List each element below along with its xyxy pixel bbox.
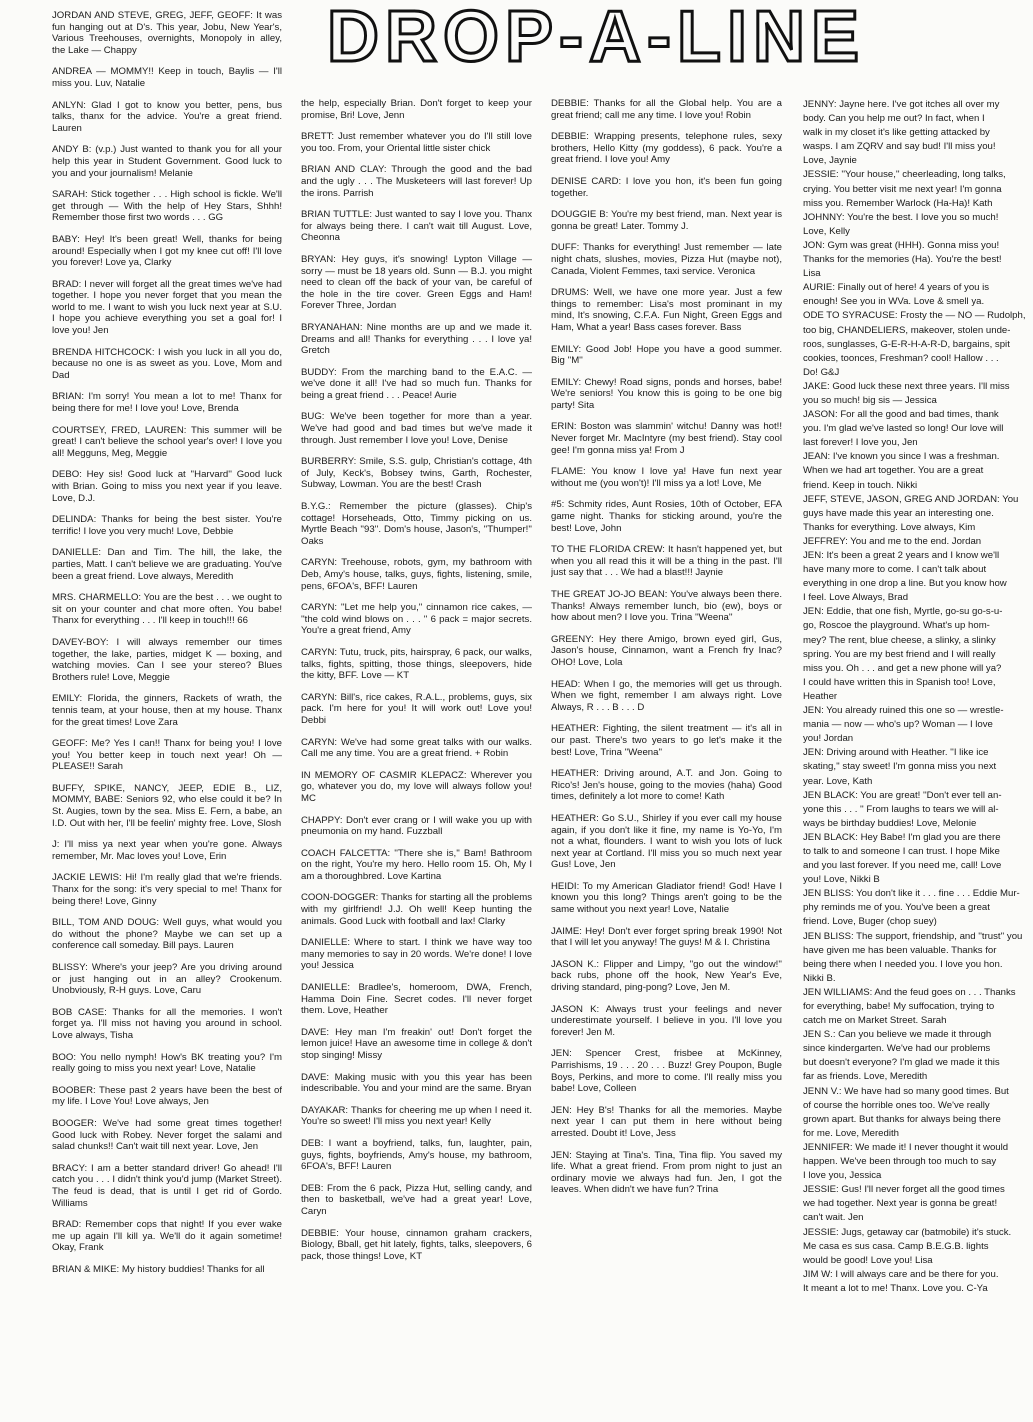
message-entry: THE GREAT JO-JO BEAN: You've always been there. Thanks! Always remember lunch, bio (ew), boys or how about men? I love you. Trina ''Weena'' [551, 589, 782, 624]
message-entry: JEN BLISS: You don't like it . . . fine . . . Eddie Mur- [803, 888, 1020, 900]
message-entry: DANIELLE: Where to start. I think we have way too many memories to say in 20 words. We're done! I love you! Jessica [301, 937, 532, 972]
message-entry: HEATHER: Driving around, A.T. and Jon. Going to Rico's! Jen's house, going to the movies (haha) Good times, definitely a lot more to come! Kath [551, 768, 782, 803]
message-entry: too big, CHANDELIERS, makeover, stolen unde- [803, 324, 1011, 336]
message-entry: JEN: Spencer Crest, frisbee at McKinney, Parrishisms, 19 . . . 20 . . . Buzz! Grey Poupon, Bugle Boys, Perkins, and more to come. I'll really miss you babe! Love, Colleen [551, 1048, 782, 1095]
message-entry: DAYAKAR: Thanks for cheering me up when I need it. You're so sweet! I'll miss you next year! Kelly [301, 1104, 532, 1128]
message-entry: EMILY: Good Job! Hope you have a good summer. Big ''M'' [551, 343, 782, 367]
message-entry: JESSIE: Jugs, getaway car (batmobile) it's stuck. [803, 1226, 1012, 1238]
message-entry: JENNIFER: We made it! I never thought it would [803, 1141, 1009, 1153]
message-entry: yone this . . . '' From laughs to tears we will al- [803, 803, 999, 815]
message-entry: CARYN: Tutu, truck, pits, hairspray, 6 pack, our walks, talks, fights, spitting, those things, sleepovers, hide the kitty, BFF. Love — KT [301, 646, 532, 682]
message-entry: B.Y.G.: Remember the picture (glasses). Chip's cottage! Horseheads, Otto, Timmy picking on us. Myrtle Beach ''93''. Dom's house, Jason's, ''Thumper!'' Oaks [301, 501, 532, 547]
message-entry: guys have made this year an interesting one. [803, 507, 994, 519]
message-entry: ANDY B: (v.p.) Just wanted to thank you for all your help this year in Student Government. Good luck to you and your journalism! Melanie [52, 144, 282, 179]
message-entry: BILL, TOM AND DOUG: Well guys, what would you do without the phone? Maybe we can set up a conference call someday. Bill pays. Lauren [52, 917, 282, 952]
message-entry: Thanks for the memories (Ha). You're the best! [803, 254, 1002, 266]
message-entry: BRAD: I never will forget all the great times we've had together. I hope you never forget that you mean the world to me. I want to wish you luck next year at S.U. I hope you achieve everything you set a goal for! I love you! Jen [52, 278, 282, 337]
message-entry: being there when I needed you. I love you hon. [803, 958, 1003, 970]
message-entry: EMILY: Florida, the ginners, Rackets of wrath, the tennis team, at your house, then at my house. Thanx for the great times! Love Zara [52, 693, 282, 728]
message-entry: COON-DOGGER: Thanks for starting all the problems with my girlfriend! J.J. Oh well! Keep hunting the animals. Good Luck with football and lax! Clarky [301, 892, 532, 927]
message-entry: BRIAN TUTTLE: Just wanted to say I love you. Thanx for always being there. I can't wait till August. Love, Cheonna [301, 209, 532, 244]
message-entry: BRETT: Just remember whatever you do I'll still love you too. From, your Oriental little sister chick [301, 131, 532, 154]
message-entry: EMILY: Chewy! Road signs, ponds and horses, babe! We're seniors! You know this is going to be one big party! Sita [551, 376, 782, 411]
message-entry: friend. Love, Buger (chop suey) [803, 916, 937, 928]
message-entry: JASON: For all the good and bad times, thank [803, 409, 999, 421]
message-entry: you! Love, Nikki B [803, 874, 880, 886]
message-entry: FLAME: You know I love ya! Have fun next year without me (you won't)! I'll miss ya a lot! Love, Me [551, 466, 782, 489]
message-entry: Love, Jaynie [803, 155, 857, 167]
message-entry: body. Can you help me out? In fact, when I [803, 113, 985, 125]
message-entry: CARYN: Bill's, rice cakes, R.A.L., problems, guys, six pack. I'm here for you! It will work out! Love you! Debbi [301, 691, 532, 726]
message-entry: for everything, babe! My suffocation, trying to [803, 1001, 995, 1012]
message-entry: I could have written this in Spanish too! Love, [803, 676, 996, 688]
message-entry: JEN: Driving around with Heather. ''I like ice [803, 747, 989, 759]
message-entry: GEOFF: Me? Yes I can!! Thanx for being you! I love you! You better keep in touch next year! Oh — PLEASE!! Sarah [52, 738, 282, 773]
message-entry: BUDDY: From the marching band to the E.A.C. — we've done it all! I've had so much fun. Thanks for being a great friend . . . Peace! Aurie [301, 366, 532, 401]
message-entry: DAVE: Making music with you this year has been indescribable. You and your mind are the same. Bryan [301, 1071, 532, 1095]
message-entry: DELINDA: Thanks for being the best sister. You're terrific! I love you very much! Love, Debbie [52, 514, 282, 537]
message-entry: JEN: Staying at Tina's. Tina, Tina flip. You saved my life. What a great friend. From prom night to just an ordinary movie we always had fun. Jen, I got the leaves. When didn't we have fun? Trina [551, 1149, 782, 1196]
message-entry: BRIAN & MIKE: My history buddies! Thanks for all [52, 1263, 265, 1275]
message-entry: spring. You are my best friend and I will really [803, 648, 996, 660]
message-entry: walk in my closet it's like getting attacked by [803, 127, 990, 139]
message-entry: BRAD: Remember cops that night! If you ever wake me up again I'll kill ya. We'll do it again sometime! Okay, Frank [52, 1219, 282, 1254]
message-entry: DEBBIE: Thanks for all the Global help. You are a great friend; call me any time. I love you! Robin [551, 98, 782, 121]
message-entry: mey? The rent, blue cheese, a slinky, a slinky [803, 634, 996, 646]
message-entry: would be good! Love you! Lisa [803, 1254, 933, 1266]
message-entry: but doesn't everyone? I'm glad we made it this [803, 1057, 1000, 1069]
message-entry: JEN: Hey B's! Thanks for all the memories. Maybe next year I can put them in here without being arrested. Doubt it! Love, Jess [551, 1104, 782, 1139]
message-entry: crying. You better visit me next year! I'm gonna [803, 183, 1002, 195]
message-entry: ways be birthday buddies! Love, Melonie [803, 817, 977, 829]
message-entry: JEN BLACK: You are great! ''Don't ever tell an- [803, 789, 1002, 801]
message-entry: BRIAN AND CLAY: Through the good and the bad and the ugly . . . The Musketeers will last forever! Up the irons. Parrish [301, 164, 532, 199]
message-entry: ANLYN: Glad I got to know you better, pens, bus talks, thanx for the advice. You're a great friend. Lauren [52, 99, 282, 134]
message-entry: far as friends. Love, Meredith [803, 1071, 928, 1083]
message-entry: HEATHER: Go S.U., Shirley if you ever call my house again, if you don't like it fine, my name is Yo-Yo, I'm not a what, flounders. I want to wish you lots of luck next year at Cortland. I'll miss you so much next year Gus! Love, Jen [551, 812, 782, 871]
message-entry: can't wait. Jen [803, 1212, 864, 1224]
message-entry: have many more to come. I can't talk about [803, 564, 987, 576]
message-entry: BUFFY, SPIKE, NANCY, JEEP, EDIE B., LIZ, MOMMY, BABE: Seniors 92, who else could it be? In St. Augies, town by the sea. Miss E. Fern, a babe, an I.D. Out with her, I'll be feelin' mighty free. Love, Slosh [52, 782, 282, 829]
message-entry: for me. Love, Meredith [803, 1127, 899, 1139]
message-entry: BOO: You nello nymph! How's BK treating you? I'm really going to miss you next year! Love, Natalie [52, 1051, 282, 1075]
message-entry: since kindergarten. We've had our problems [803, 1043, 991, 1055]
message-entry: Thanks for everything. Love always, Kim [803, 521, 976, 533]
message-entry: ODE TO SYRACUSE: Frosty the — NO — Rudolph, [803, 310, 1026, 322]
message-entry: BRIAN: I'm sorry! You mean a lot to me! Thanx for being there for me! I love you! Love, Brenda [52, 391, 282, 415]
message-entry: DEB: I want a boyfriend, talks, fun, laughter, pain, guys, fights, boyfriends, Amy's house, my bathroom, 6FOA's, BFF! Lauren [301, 1137, 532, 1173]
message-entry: DAVE: Hey man I'm freakin' out! Don't forget the lemon juice! Have an awesome time in college & don't stop singing! Missy [301, 1026, 532, 1061]
message-entry: DRUMS: Well, we have one more year. Just a few things to remember: Lisa's most prominant in my mind, It's snowing, C.F.A. Fun Night, Green Eggs and Ham, What a year! Bass cases forever. Bass [551, 287, 782, 333]
message-entry: SARAH: Stick together . . . High school is fickle. We'll get through — With the help of Hey Stars, Shhh! Remember those first two words . . . GG [52, 189, 282, 224]
message-entry: year. Love, Kath [803, 775, 873, 787]
message-entry: cookies, toonces, Freshman? cool! Hallow . . . [803, 352, 999, 364]
message-entry: JAIME: Hey! Don't ever forget spring break 1990! Not that I will let you anyway! The guys! M & I. Christina [551, 925, 782, 949]
message-entry: DEBBIE: Wrapping presents, telephone rules, sexy brothers, Hello Kitty (my goddess), 6 pack. You're a great friend. I love you! Amy [551, 131, 782, 166]
message-entry: JEN BLISS: The support, friendship, and ''trust'' you [803, 930, 1023, 942]
message-entry: JAKE: Good luck these next three years. I'll miss [803, 380, 1010, 392]
message-entry: JESSIE: Gus! I'll never forget all the good times [803, 1184, 1005, 1196]
message-entry: BOOGER: We've had some great times together! Good luck with Robey. Never forget the salami and salad chunks!! Can't wait till next year. Love, Jen [52, 1117, 282, 1153]
message-entry: Me casa es sus casa. Camp B.E.G.B. lights [803, 1240, 989, 1252]
message-entry: catch me on Market Street. Sarah [803, 1015, 947, 1027]
message-entry: JACKIE LEWIS: Hi! I'm really glad that we're friends. Thanx for the song: it's very special to me! Thanx for being there! Love, Ginny [52, 872, 282, 907]
message-entry: have given me has been valuable. Thanks for [803, 944, 997, 956]
message-entry: DANIELLE: Dan and Tim. The hill, the lake, the parties, Matt. I can't believe we are graduating. You've been a great friend. Love always, Meredith [52, 547, 282, 582]
message-entry: BURBERRY: Smile, S.S. gulp, Christian's cottage, 4th of July, Keck's, Bobsey twins, Garth, Rochester, Subway, Lowman. You are the best! Crash [301, 456, 532, 491]
message-entry: enough! See you in WVa. Love & smell ya. [803, 296, 985, 308]
message-entry: MRS. CHARMELLO: You are the best . . . we ought to sit on your counter and chat more often. You babe! Thanx for everything . . . I'll keep in touch!!! 66 [52, 592, 282, 627]
message-entry: JOHNNY: You're the best. I love you so much! [803, 211, 999, 223]
message-entry: Do! G&J [803, 366, 840, 378]
message-entry: CARYN: We've had some great talks with our walks. Call me any time. You are a great friend. + Robin [301, 736, 532, 760]
column-4 [803, 98, 1033, 1418]
message-entry: CHAPPY: Don't ever crang or I will wake you up with pneumonia on my hand. Fuzzball [301, 814, 532, 838]
message-entry: Lisa [803, 268, 821, 280]
page-title: DROP-A-LINE [327, 6, 865, 68]
message-entry: BRACY: I am a better standard driver! Go ahead! I'll catch you . . . I didn't think you'd jump (Market Street). The feud is dead, that is until I get rid of Gordo. Williams [52, 1162, 282, 1209]
message-entry: CARYN: ''Let me help you,'' cinnamon rice cakes, — ''the cold wind blows on . . . '' 6 pack = major secrets. You're a great friend, Amy [301, 602, 532, 637]
message-entry: skating,'' stay sweet! I'm gonna miss you next [803, 761, 997, 773]
message-entry: AURIE: Finally out of here! 4 years of you is [803, 282, 990, 294]
message-entry: JEN BLACK: Hey Babe! I'm glad you are there [803, 831, 1001, 843]
message-entry: Love, Kelly [803, 225, 850, 237]
message-entry: last forever! I love you, Jen [803, 437, 918, 449]
message-entry: go, Roscoe the playground. What's up hom- [803, 620, 990, 632]
message-entry: Nikki B. [803, 972, 836, 984]
message-entry: CARYN: Treehouse, robots, gym, my bathroom with Deb, Amy's house, talks, guys, fights, listening, smile, pens, 6FOA's, BFF! Lauren [301, 557, 532, 592]
message-entry: JASON K.: Flipper and Limpy, ''go out the window!'' back rubs, phone off the hook, New Year's Eve, driving standard, ping-pong? Love, Jen M. [551, 958, 782, 994]
message-entry: When we had art together. You are a great [803, 465, 984, 477]
message-entry: JORDAN AND STEVE, GREG, JEFF, GEOFF: It was fun hanging out at D's. This year, Jobu, New Year's, Various Treehouses, overnights, Monopoly in alley, the Lake — Chappy [52, 10, 282, 56]
column-2 [301, 98, 532, 1418]
message-entry: IN MEMORY OF CASMIR KLEPACZ: Wherever you go, whatever you do, my love will always follow you! MC [301, 769, 532, 804]
message-entry: JEN: Eddie, that one fish, Myrtle, go-su go-s-u- [803, 606, 1003, 618]
message-entry: and you last forever. If you need me, call! Love [803, 860, 1002, 872]
message-entry: COURTSEY, FRED, LAUREN: This summer will be great! I can't believe the school year's over! I love you all! Megguns, Meg, Meggie [52, 424, 282, 459]
message-entry: JENNY: Jayne here. I've got itches all over my [803, 99, 1000, 110]
message-entry: you! Jordan [803, 733, 854, 745]
message-entry: DUFF: Thanks for everything! Just remember — late night chats, slushes, movies, Pizza Hut (maybe not), Canada, Violent Femmes, taxi service. Veronica [551, 242, 782, 277]
message-entry: JASON K: Always trust your feelings and never underestimate yourself. I believe in you. I'll love you forever! Jen M. [551, 1003, 782, 1038]
message-entry: JEN WILLIAMS: And the feud goes on . . . Thanks [803, 986, 1016, 998]
message-entry: miss you. Oh . . . and get a new phone will ya? [803, 662, 1002, 674]
message-entry: the help, especially Brian. Don't forget to keep your promise, Bri! Love, Jenn [301, 98, 532, 121]
message-entry: DAVEY-BOY: I will always remember our times together, the lake, parties, midget K — boxing, and watching movies. Can I see your stereo? Blues Brothers rule! Love, Meggie [52, 636, 282, 683]
message-entry: grown apart. But thanks for always being there [803, 1113, 1001, 1125]
message-entry: DOUGGIE B: You're my best friend, man. Next year is gonna be great! Later. Tommy J. [551, 209, 782, 232]
message-entry: BLISSY: Where's your jeep? Are you driving around or just hanging out in an alley? Crookenum. Unobviously, R-H guys. Love, Caru [52, 962, 282, 997]
message-entry: mania — now — who's up? Woman — I love [803, 719, 993, 731]
message-entry: BUG: We've been together for more than a year. We've had good and bad times but we've made it through. Just remember I love you! Love, Denise [301, 411, 532, 446]
message-entry: DENISE CARD: I love you hon, it's been fun going together. [551, 175, 782, 199]
message-entry: wasps. I am ZQRV and say bud! I'll miss you! [803, 141, 996, 153]
message-entry: Heather [803, 690, 838, 702]
message-entry: to talk to and someone I can trust. I hope Mike [803, 845, 1000, 857]
message-entry: of course the horrible ones too. We've really [803, 1099, 990, 1111]
message-entry: ANDREA — MOMMY!! Keep in touch, Baylis — I'll miss you. Luv, Natalie [52, 66, 282, 89]
message-entry: JON: Gym was great (HHH). Gonna miss you! [803, 239, 1000, 251]
message-entry: JIM W: I will always care and be there for you. [803, 1268, 999, 1280]
message-entry: roos, sunglasses, G-E-R-H-A-R-D, bargains, spit [803, 338, 1010, 350]
message-entry: GREENY: Hey there Amigo, brown eyed girl, Gus, Jason's house, Cinnamon, want a French fry Inac? OHO! Love, Lola [551, 633, 782, 668]
message-entry: HEATHER: Fighting, the silent treatment — it's all in our past. There's two years to go let's make it the best! Love, Trina ''Weena'' [551, 723, 782, 758]
message-entry: BRENDA HITCHCOCK: I wish you luck in all you do, because no one is as sweet as you. Love, Mom and Dad [52, 346, 282, 381]
message-entry: you so much! big sis — Jessica [803, 394, 937, 406]
message-entry: friend. Keep in touch. Nikki [803, 479, 918, 491]
message-entry: JENN V.: We have had so many good times. But [803, 1085, 1009, 1097]
message-entry: JESSIE: ''Your house,'' cheerleading, long talks, [803, 169, 1006, 181]
message-entry: BRYAN: Hey guys, it's snowing! Lypton Village — sorry — must be 18 years old. Sunn — B.J. you might need to clean off the back of your van, be careful of the hole in the tire cover. Green Eggs and Ham! Forever Three, Jordan [301, 253, 532, 312]
message-entry: BOOBER: These past 2 years have been the best of my life. I Love You! Love always, Jen [52, 1084, 282, 1108]
message-entry: DEBO: Hey sis! Good luck at ''Harvard'' Good luck with Brian. Going to miss you next year if you leave. Love, D.J. [52, 469, 282, 504]
message-entry: ERIN: Boston was slammin' witchu! Danny was hot!! Never forget Mr. MacIntyre (my best friend). Stay cool gee! I'm gonna miss ya! From J [551, 421, 782, 456]
message-entry: phy reminds me of you. You've been a great [803, 902, 990, 914]
message-entry: JEN S.: Can you believe we made it through [803, 1029, 992, 1041]
message-entry: I love you, Jessica [803, 1170, 882, 1182]
column-3 [551, 98, 782, 1418]
message-entry: I feel. Love Always, Brad [803, 592, 909, 604]
message-entry: JEN: You already ruined this one so — wrestle- [803, 705, 1004, 717]
message-entry: BABY: Hey! It's been great! Well, thanks for being around! Especially when I got my knee cut off! I'll love you forever! Love ya, Clarky [52, 233, 282, 269]
message-entry: you. I'm glad we've lasted so long! Our love will [803, 423, 1004, 435]
message-entry: BOB CASE: Thanks for all the memories. I won't forget ya. I'll miss not having you around in school. Love always, Tisha [52, 1006, 282, 1041]
message-entry: JEFF, STEVE, JASON, GREG AND JORDAN: You [803, 493, 1019, 505]
message-entry: DEBBIE: Your house, cinnamon graham crackers, Biology, Bball, get hit lately, fights, talks, sleepovers, 6 pack, those things! Love, KT [301, 1227, 532, 1262]
message-entry: HEIDI: To my American Gladiator friend! God! Have I known you this long? Things aren't going to be the same without you next year! Love, Natalie [551, 880, 782, 916]
message-entry: COACH FALCETTA: ''There she is,'' Bam! Bathroom on the right, You're my hero. Hello room 15. Oh, My I am a thoroughbred. Love Kartina [301, 847, 532, 882]
message-entry: #5: Schmity rides, Aunt Rosies, 10th of October, EFA game night. Thanks for sticking around, you're the best! Love, John [551, 499, 782, 534]
message-entry: DEB: From the 6 pack, Pizza Hut, selling candy, and then to basketball, we've had a great year! Love, Caryn [301, 1182, 532, 1217]
message-entry: JEFFREY: You and me to the end. Jordan [803, 535, 982, 547]
message-entry: we had together. Next year is gonna be great! [803, 1198, 998, 1210]
message-entry: It meant a lot to me! Thanx. Love you. C-Ya [803, 1282, 988, 1294]
message-entry: J: I'll miss ya next year when you're gone. Always remember, Mr. Mac loves you! Love, Erin [52, 839, 282, 862]
message-entry: HEAD: When I go, the memories will get us through. When we fight, remember I am always right. Love Always, R . . . B . . . D [551, 678, 782, 713]
message-entry: JEN: It's been a great 2 years and I know we'll [803, 550, 1000, 561]
message-entry: BRYANAHAN: Nine months are up and we made it. Dreams and all! Thanks for everything . . . I love ya! Gretch [301, 321, 532, 357]
message-entry: DANIELLE: Bradlee's, homeroom, DWA, French, Hamma Doin Fine. Secret codes. I'll never forget them. Love, Heather [301, 982, 532, 1017]
column-1 [52, 10, 282, 1418]
message-entry: TO THE FLORIDA CREW: It hasn't happened yet, but when you all read this it will be a thing in the past. I'll just say that . . . We had a blast!!! Jaynie [551, 544, 782, 579]
message-entry: everything in one drop a line. But you know how [803, 578, 1007, 590]
message-entry: happen. We've been through too much to say [803, 1156, 997, 1168]
message-entry: JEAN: I've known you since I was a freshman. [803, 451, 1000, 463]
message-entry: miss you. Remember Warlock (Ha-Ha)! Kath [803, 197, 993, 209]
